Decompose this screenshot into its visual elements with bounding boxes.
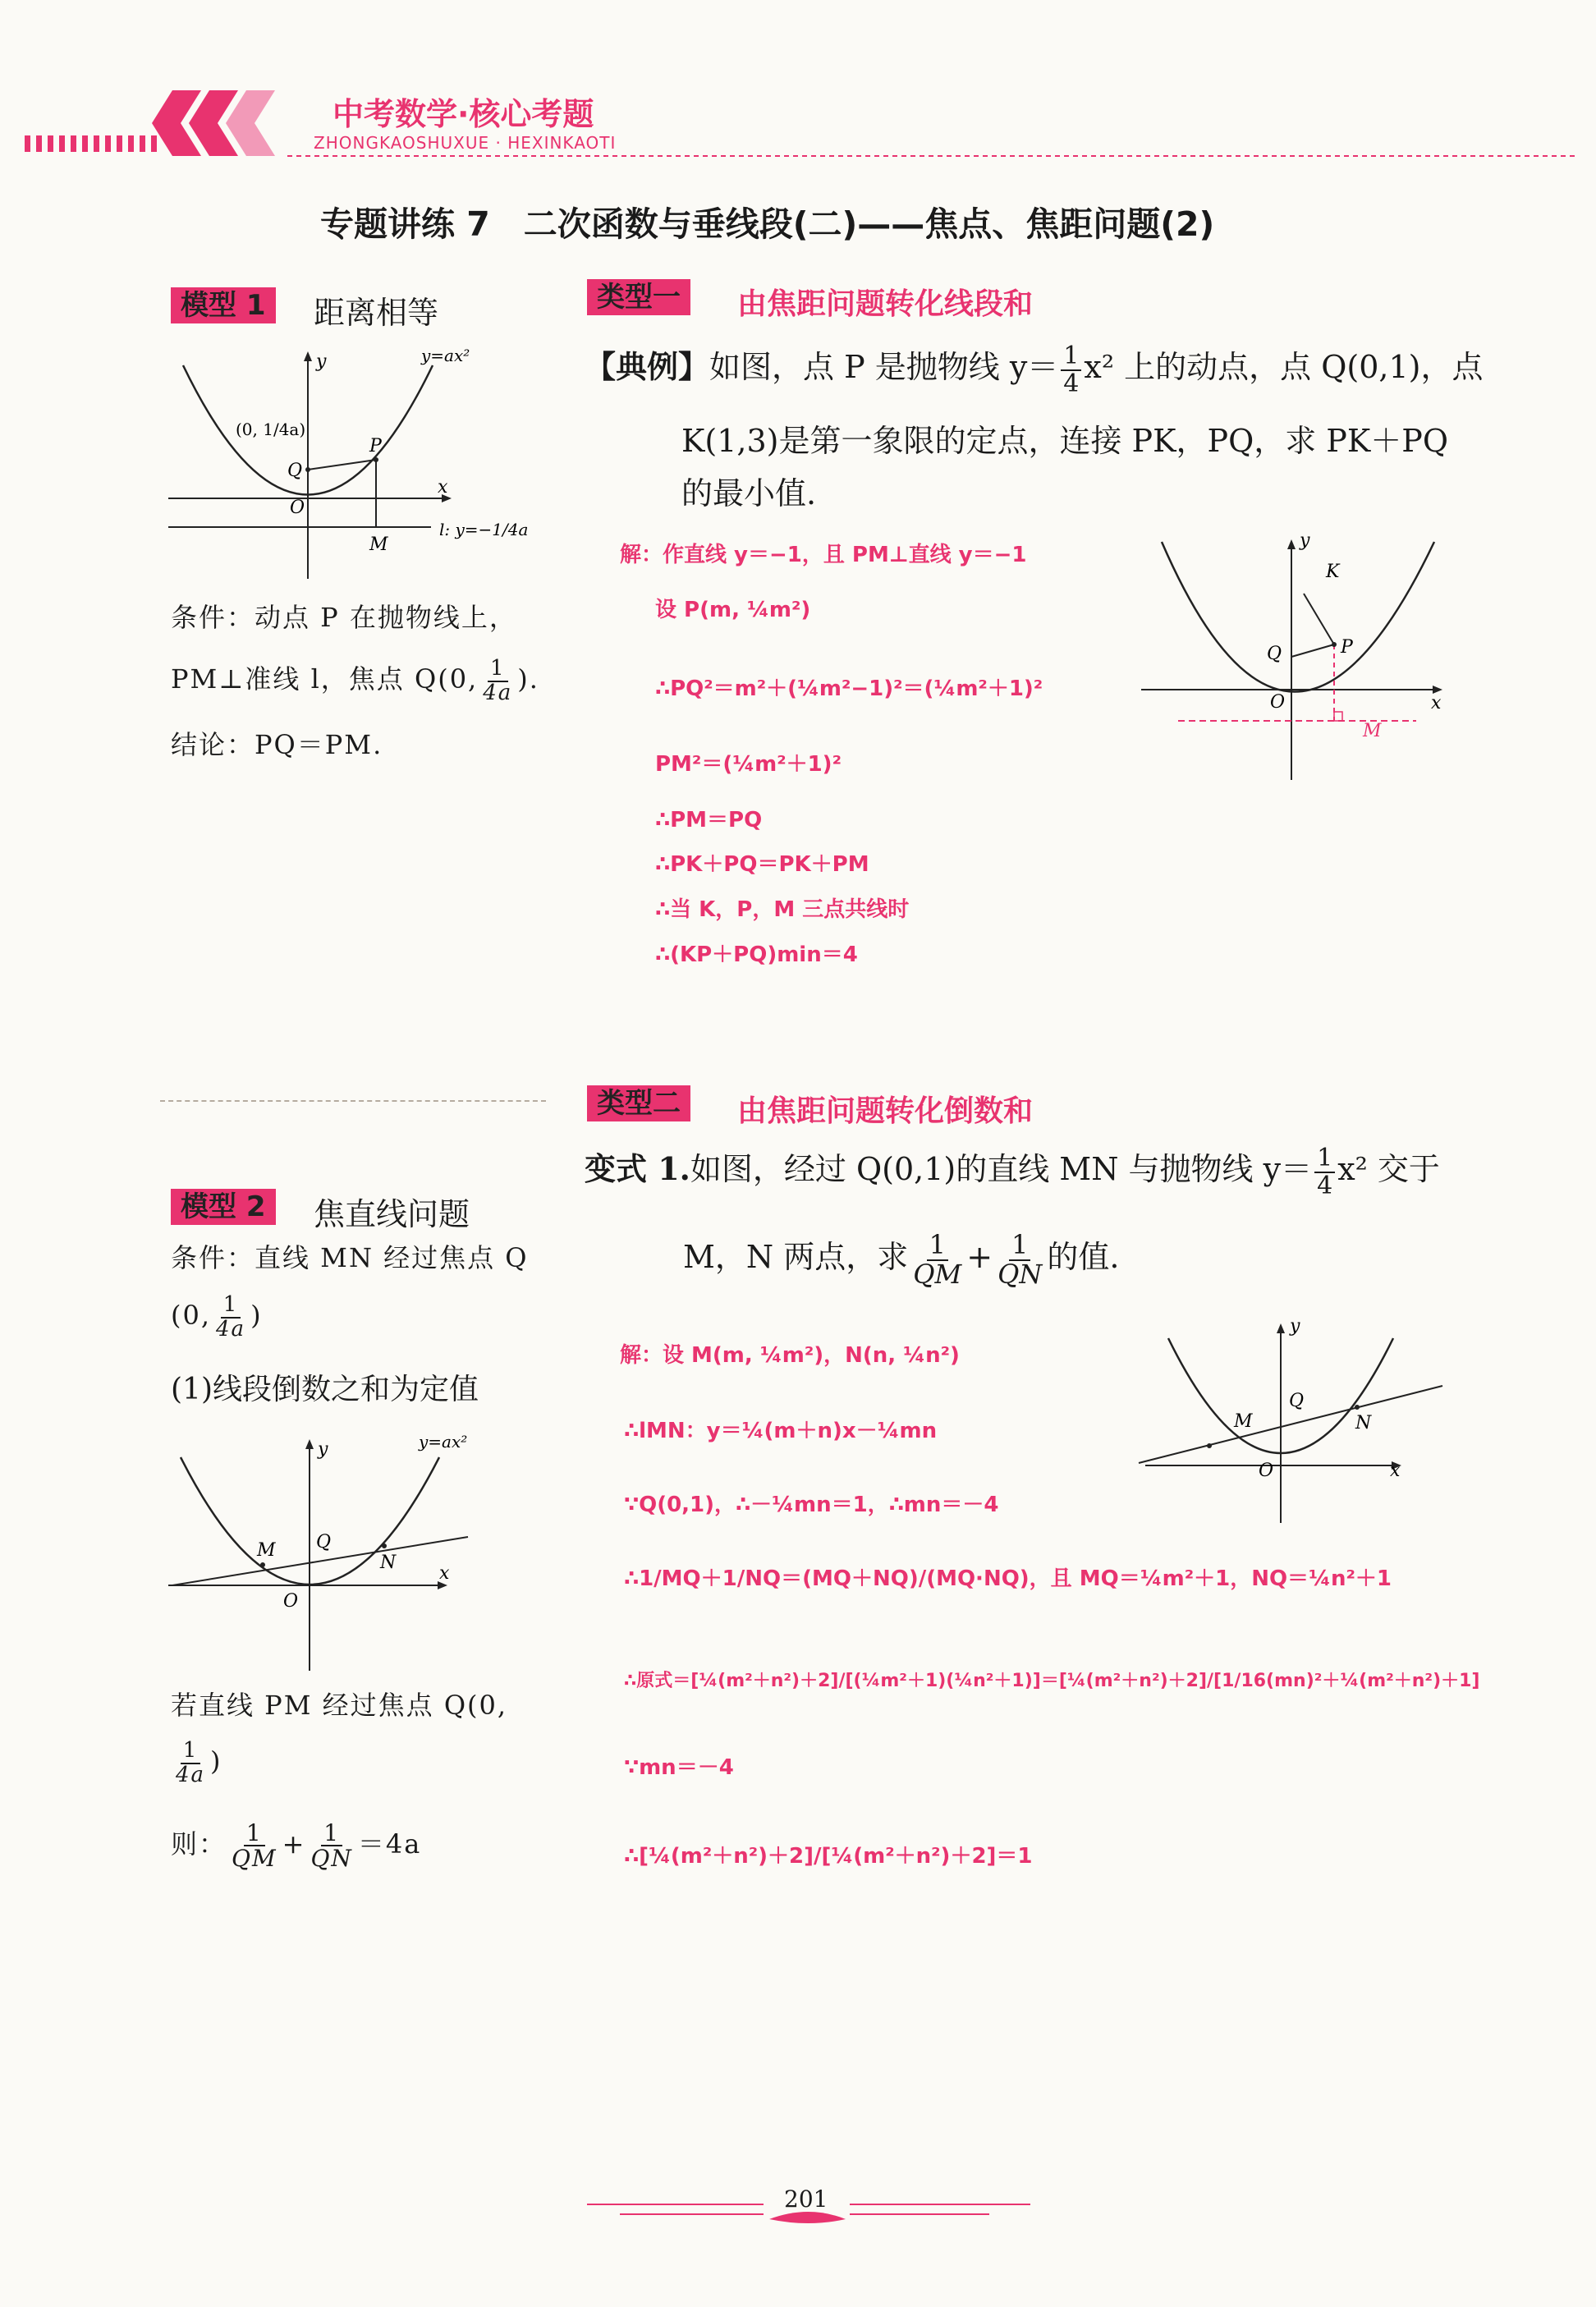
model2-frac-num: 1 — [221, 1294, 241, 1318]
model2-frac2-den: 4a — [176, 1762, 206, 1787]
model2-cond2-a: (0, — [171, 1300, 212, 1331]
left-divider — [160, 1100, 546, 1102]
model2-title: 焦直线问题 — [314, 1196, 470, 1232]
type2-frac-qn: QN — [998, 1258, 1043, 1290]
type2-line2-a: M，N 两点，求 — [683, 1239, 909, 1276]
type2-sol-3: ∴1/MQ＋1/NQ＝(MQ＋NQ)/(MQ·NQ)，且 MQ＝¼m²＋1，NQ＝¼n²＋1 — [624, 1566, 1392, 1591]
type1-o-label: O — [1270, 692, 1286, 713]
page-number: 201 — [784, 2185, 828, 2213]
model1-condition-1: 条件：动点 P 在抛物线上， — [171, 602, 517, 633]
type2-frac-qm: QM — [913, 1258, 962, 1290]
type2-sol-2: ∵Q(0,1)，∴－¼mn＝1，∴mn＝－4 — [624, 1493, 999, 1517]
type1-tag: 类型一 — [587, 279, 690, 315]
type2-graph — [1137, 1314, 1465, 1527]
model1-tag: 模型 1 — [171, 287, 276, 323]
type1-graph — [1137, 530, 1465, 792]
model1-line-label: l: y=−1/4a — [439, 520, 529, 539]
type1-sol-2: ∴PQ²＝m²＋(¼m²−1)²＝(¼m²＋1)² — [655, 677, 1043, 701]
type1-sol-7: ∴(KP＋PQ)min＝4 — [655, 943, 858, 967]
type2-o-label: O — [1259, 1461, 1274, 1481]
model2-tag: 模型 2 — [171, 1189, 276, 1225]
header-decoration — [16, 78, 1576, 168]
type1-sol-0: 解：作直线 y＝−1，且 PM⊥直线 y＝−1 — [620, 543, 1027, 567]
type2-sol-0: 解：设 M(m, ¼m²)，N(n, ¼n²) — [620, 1343, 960, 1368]
model2-subtitle: (1)线段倒数之和为定值 — [171, 1373, 479, 1406]
model2-frac2-num: 1 — [181, 1740, 201, 1764]
model1-m-label: M — [369, 534, 388, 555]
model2-frac-den: 4a — [216, 1316, 246, 1342]
model1-cond2-b: ). — [517, 663, 539, 695]
model2-result: 则： $\frac{1}{QM}$ + $\frac{1}{QN}$ ＝4a — [171, 1819, 422, 1873]
model2-x-label: x — [439, 1563, 450, 1584]
model1-frac-num: 1 — [488, 658, 508, 681]
type1-m-label: M — [1363, 721, 1382, 741]
model2-cond2-b: ) — [250, 1300, 263, 1331]
model2-m-label: M — [257, 1540, 276, 1561]
type2-sol-6: ∴[¼(m²＋n²)＋2]/[¼(m²＋n²)＋2]＝1 — [624, 1844, 1033, 1869]
model1-curve-label: y=ax² — [421, 346, 470, 365]
type2-frac-n1: 1 — [927, 1231, 948, 1261]
model2-condition-3: 若直线 PM 经过焦点 Q(0, — [171, 1690, 508, 1721]
type1-frac-num: 1 — [1061, 343, 1081, 371]
model2-o-label: O — [283, 1591, 299, 1612]
type2-q-label: Q — [1289, 1391, 1305, 1411]
type1-sol-4: ∴PM＝PQ — [655, 808, 763, 832]
type1-k-label: K — [1326, 562, 1340, 582]
variant-tag: 变式 1. — [585, 1150, 690, 1187]
type1-sol-6: ∴当 K，P，M 三点共线时 — [655, 897, 910, 922]
type2-frac-num: 1 — [1314, 1145, 1335, 1173]
type2-line1-b: x² 交于 — [1337, 1151, 1440, 1187]
type1-y-label: y — [1300, 530, 1310, 551]
type2-frac-n2: 1 — [1009, 1231, 1030, 1261]
type1-example-line3: 的最小值. — [681, 475, 817, 511]
page-title: 专题讲练 7 二次函数与垂线段(二)——焦点、焦距问题(2) — [320, 204, 1215, 244]
type2-sol-4: ∴原式＝[¼(m²＋n²)＋2]/[(¼m²＋1)(¼n²＋1)]＝[¼(m²＋n²)＋2]/[1/16(mn)²＋¼(m²＋n²)＋1] — [624, 1671, 1480, 1691]
type1-sol-1: 设 P(m, ¼m²) — [655, 598, 811, 622]
model2-n-label: N — [380, 1553, 397, 1573]
type1-sol-5: ∴PK＋PQ＝PK＋PM — [655, 852, 869, 877]
model1-focus-label: (0, 1/4a) — [236, 420, 306, 439]
model2-result-prefix: 则： — [171, 1828, 227, 1860]
model2-curve-label: y=ax² — [419, 1432, 468, 1452]
model1-conclusion: 结论：PQ＝PM. — [171, 729, 383, 760]
model1-frac-den: 4a — [483, 680, 513, 705]
model1-condition-2 — [171, 657, 539, 704]
model2-result-n1: 1 — [244, 1821, 265, 1846]
model2-result-suffix: ＝4a — [357, 1828, 422, 1860]
type2-title: 由焦距问题转化倒数和 — [737, 1094, 1034, 1128]
model2-result-n2: 1 — [321, 1821, 342, 1846]
type2-m-label: M — [1234, 1411, 1253, 1432]
example-tag: 【典例】 — [585, 348, 710, 385]
model2-condition-4 — [171, 1739, 222, 1786]
type1-example-line2: K(1,3)是第一象限的定点，连接 PK，PQ，求 PK＋PQ — [681, 423, 1448, 459]
model2-y-label: y — [318, 1439, 328, 1460]
type1-title: 由焦距问题转化线段和 — [737, 287, 1034, 321]
model1-graph — [168, 345, 538, 591]
type1-example-line1: 【典例】如图，点 P 是抛物线 y＝ $\frac{1}{4}$ x² 上的动点，点 Q(0,1)，点 — [585, 342, 1484, 398]
type2-tag: 类型二 — [587, 1085, 690, 1121]
model2-result-qm: QM — [232, 1845, 277, 1873]
model2-cond4-b: ) — [210, 1745, 222, 1777]
type2-n-label: N — [1355, 1413, 1372, 1433]
type1-q-label: Q — [1267, 644, 1282, 664]
type2-y-label: y — [1290, 1316, 1300, 1337]
model2-condition-2 — [171, 1293, 263, 1341]
model1-y-label: y — [316, 351, 327, 372]
series-pinyin: ZHONGKAOSHUXUE · HEXINKAOTI — [314, 133, 617, 153]
type2-sol-1: ∴lMN：y＝¼(m＋n)x－¼mn — [624, 1419, 938, 1443]
type2-line1: 变式 1.如图，经过 Q(0,1)的直线 MN 与抛物线 y＝ $\frac{1}{4}$ x² 交于 — [585, 1144, 1440, 1200]
model2-condition-1: 条件：直线 MN 经过焦点 Q — [171, 1242, 529, 1273]
type2-x-label: x — [1390, 1461, 1401, 1481]
type1-p-label: P — [1341, 637, 1353, 658]
type2-line2: M，N 两点，求 $\frac{1}{QM}$ + $\frac{1}{QN}$ 的值. — [683, 1229, 1120, 1290]
model1-x-label: x — [438, 477, 448, 498]
type1-sol-3: PM²＝(¼m²＋1)² — [655, 752, 842, 777]
type2-line1-a: 如图，经过 Q(0,1)的直线 MN 与抛物线 y＝ — [690, 1151, 1313, 1187]
series-title: 中考数学·核心考题 — [332, 96, 594, 132]
model1-p-label: P — [369, 436, 382, 456]
model1-o-label: O — [290, 498, 305, 518]
model2-graph — [168, 1424, 497, 1679]
type2-line2-b: 的值. — [1047, 1239, 1120, 1276]
type2-sol-5: ∵mn＝－4 — [624, 1755, 734, 1780]
model1-title: 距离相等 — [314, 295, 439, 331]
model1-cond2-a: PM⊥准线 l，焦点 Q(0, — [171, 663, 479, 695]
type1-x-label: x — [1431, 693, 1442, 713]
type1-line1-a: 如图，点 P 是抛物线 y＝ — [709, 349, 1059, 385]
model2-result-qn: QN — [310, 1845, 353, 1873]
model2-q-label: Q — [316, 1532, 332, 1553]
model1-q-label: Q — [287, 461, 303, 481]
type1-line1-b: x² 上的动点，点 Q(0,1)，点 — [1084, 349, 1484, 385]
